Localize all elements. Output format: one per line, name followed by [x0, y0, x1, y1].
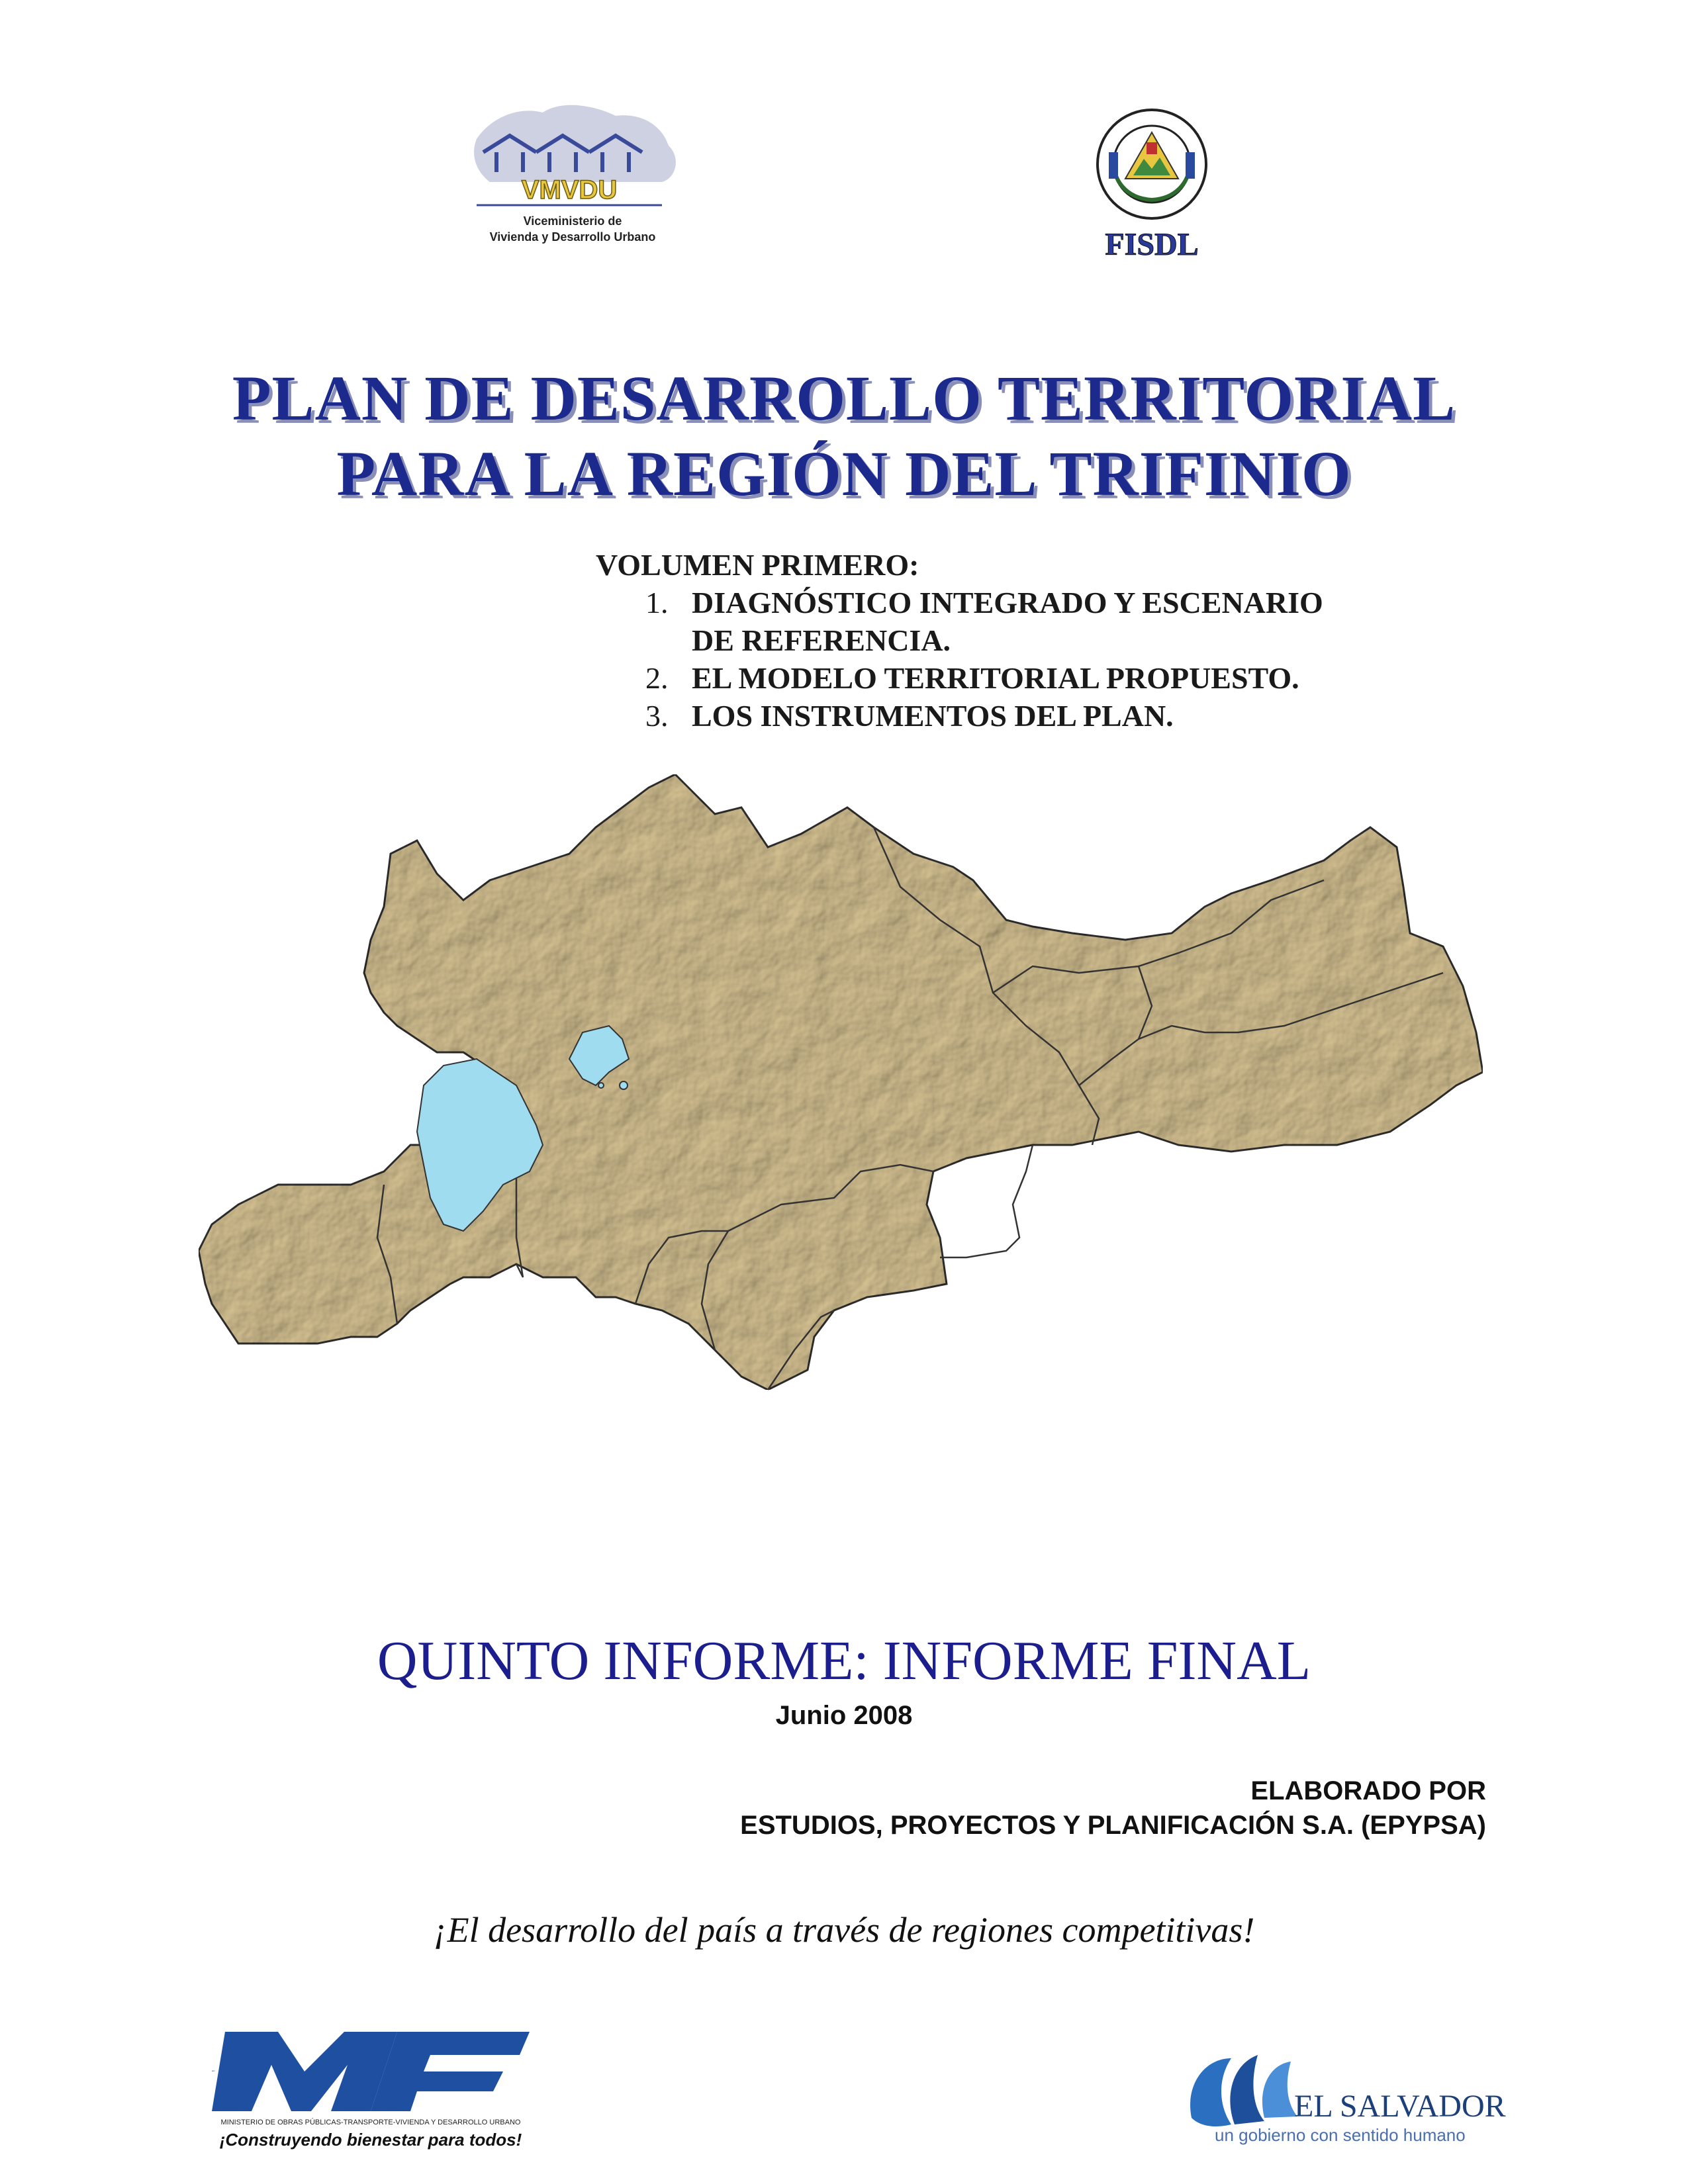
list-item-text-continuation: DE REFERENCIA.: [692, 623, 951, 657]
el-salvador-tagline: un gobierno con sentido humano: [1215, 2125, 1466, 2145]
region-land: [199, 774, 1483, 1390]
fisdl-name: FISDL: [1105, 227, 1199, 262]
prepared-by-company: ESTUDIOS, PROYECTOS Y PLANIFICACIÓN S.A. (EPYPSA): [740, 1811, 1486, 1840]
coat-of-arms-seal-icon: [1098, 110, 1206, 218]
vmvdu-logo: [463, 99, 688, 251]
list-item: [596, 584, 1523, 659]
volume-heading: VOLUMEN PRIMERO:: [596, 548, 919, 582]
list-item-number: 1.: [645, 586, 669, 619]
document-title: [0, 361, 1688, 512]
prepared-by: [740, 1774, 1486, 1843]
vmvdu-acronym: VMVDU: [521, 175, 618, 205]
list-item: [596, 697, 1523, 735]
volume-list: [596, 584, 1523, 735]
trifinio-region-map: [199, 774, 1509, 1509]
title-line-2: PARA LA REGIÓN DEL TRIFINIO: [336, 438, 1352, 509]
list-item-text: DIAGNÓSTICO INTEGRADO Y ESCENARIO: [692, 586, 1323, 619]
mop-letters: MOP: [212, 2071, 215, 2072]
vmvdu-line1: Viceministerio de: [523, 214, 622, 228]
mop-letters-icon: [212, 2032, 530, 2111]
volume-contents: [596, 546, 1523, 735]
title-line-1: PLAN DE DESARROLLO TERRITORIAL: [232, 363, 1456, 433]
list-item-number: 3.: [645, 699, 669, 733]
el-salvador-name: EL SALVADOR: [1294, 2089, 1506, 2124]
report-date: Junio 2008: [775, 1701, 913, 1730]
report-title: QUINTO INFORME: INFORME FINAL: [377, 1630, 1311, 1692]
list-item-text: EL MODELO TERRITORIAL PROPUESTO.: [692, 661, 1299, 695]
mop-tagline: ¡Construyendo bienestar para todos!: [219, 2130, 522, 2150]
prepared-by-label: ELABORADO POR: [1250, 1776, 1486, 1805]
list-item-number: 2.: [645, 661, 669, 695]
list-item-text: LOS INSTRUMENTOS DEL PLAN.: [692, 699, 1174, 733]
wave-emblem-icon: [1190, 2055, 1297, 2126]
fisdl-logo: [1072, 106, 1231, 265]
vmvdu-line2: Vivienda y Desarrollo Urbano: [489, 230, 656, 244]
mop-logo: [199, 2019, 543, 2151]
mop-subtitle: MINISTERIO DE OBRAS PÚBLICAS-TRANSPORTE-VIVIENDA Y DESARROLLO URBANO: [220, 2118, 521, 2126]
el-salvador-government-logo: [1178, 2038, 1506, 2151]
list-item: [596, 659, 1523, 697]
slogan: ¡El desarrollo del país a través de regiones competitivas!: [433, 1910, 1255, 1950]
